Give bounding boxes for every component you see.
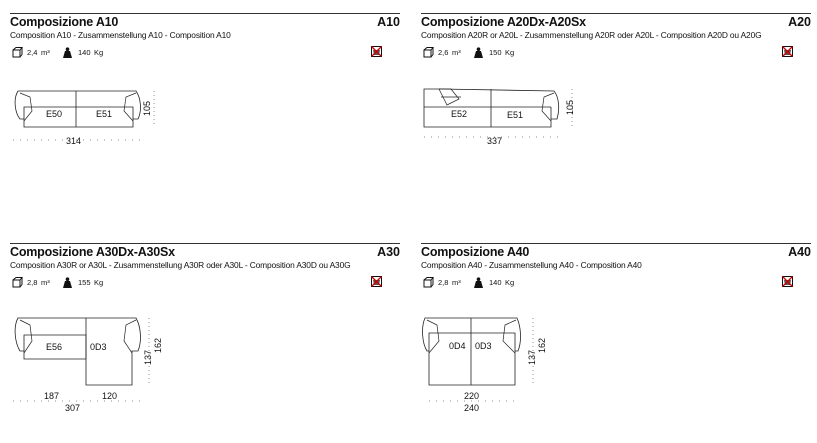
dim-width: 314 — [66, 136, 82, 146]
panel-subtitle: Composition A10 - Zusammenstellung A10 - Composition A10 — [10, 30, 231, 40]
panel-code: A30 — [377, 245, 400, 259]
dim-total: 307 — [65, 403, 81, 413]
plan-drawing — [421, 243, 811, 443]
chaise-end — [439, 89, 461, 105]
dim-depth-total: 162 — [153, 337, 163, 353]
panel-title: Composizione A10 — [10, 15, 119, 29]
panel-subtitle: Composition A40 - Zusammenstellung A40 - Composition A40 — [421, 260, 642, 270]
panel-a40 — [421, 243, 811, 443]
volume-unit: m³ — [452, 278, 461, 287]
weight-unit: Kg — [94, 278, 104, 287]
dim-depth: 105 — [142, 100, 152, 116]
panel-code: A10 — [377, 15, 400, 29]
dim-width: 337 — [487, 136, 503, 146]
weight-unit: Kg — [94, 48, 104, 57]
module-label: E52 — [451, 109, 468, 119]
weight-unit: Kg — [505, 48, 515, 57]
panel-code: A20 — [788, 15, 811, 29]
weight-value: 140 — [78, 48, 91, 57]
panel-a20 — [421, 13, 811, 213]
weight-value: 150 — [489, 48, 502, 57]
volume-value: 2,4 — [27, 48, 38, 57]
module-label: E50 — [46, 109, 63, 119]
module-label: 0D3 — [475, 341, 492, 351]
dim-inner: 220 — [464, 391, 480, 401]
panel-code: A40 — [788, 245, 811, 259]
plan-drawing — [421, 13, 811, 213]
volume-unit: m³ — [41, 278, 50, 287]
panel-a30 — [10, 243, 400, 443]
volume-value: 2,6 — [438, 48, 449, 57]
panel-subtitle: Composition A20R or A20L - Zusammenstellung A20R oder A20L - Composition A20D ou A20G — [421, 30, 762, 40]
panel-subtitle: Composition A30R or A30L - Zusammenstellung A30R oder A30L - Composition A30D ou A30G — [10, 260, 351, 270]
panel-title: Composizione A20Dx-A20Sx — [421, 15, 586, 29]
volume-value: 2,8 — [438, 278, 449, 287]
module-label: E51 — [96, 109, 113, 119]
plan-drawing — [10, 243, 400, 443]
armrest-right — [503, 320, 516, 353]
module-label: E51 — [507, 110, 524, 120]
volume-unit: m³ — [452, 48, 461, 57]
panel-title: Composizione A30Dx-A30Sx — [10, 245, 175, 259]
dim-total: 240 — [464, 403, 480, 413]
volume-unit: m³ — [41, 48, 50, 57]
panel-a10 — [10, 13, 400, 213]
module-label: E56 — [46, 342, 63, 352]
dim-depth: 105 — [565, 99, 575, 115]
armrest-right — [124, 320, 136, 353]
dim-depth: 137 — [527, 349, 537, 365]
armrest-left — [20, 320, 32, 353]
plan-drawing — [10, 13, 400, 213]
dim-right: 120 — [102, 391, 118, 401]
dim-depth-total: 162 — [537, 337, 547, 353]
weight-value: 140 — [489, 278, 502, 287]
weight-unit: Kg — [505, 278, 515, 287]
volume-value: 2,8 — [27, 278, 38, 287]
dim-depth: 137 — [143, 349, 153, 365]
panel-title: Composizione A40 — [421, 245, 530, 259]
sofa-outline — [15, 91, 140, 127]
dim-left: 187 — [44, 391, 60, 401]
weight-value: 155 — [78, 278, 91, 287]
sofa-outline — [15, 318, 140, 385]
module-label: 0D3 — [90, 342, 107, 352]
module-label: 0D4 — [449, 341, 466, 351]
